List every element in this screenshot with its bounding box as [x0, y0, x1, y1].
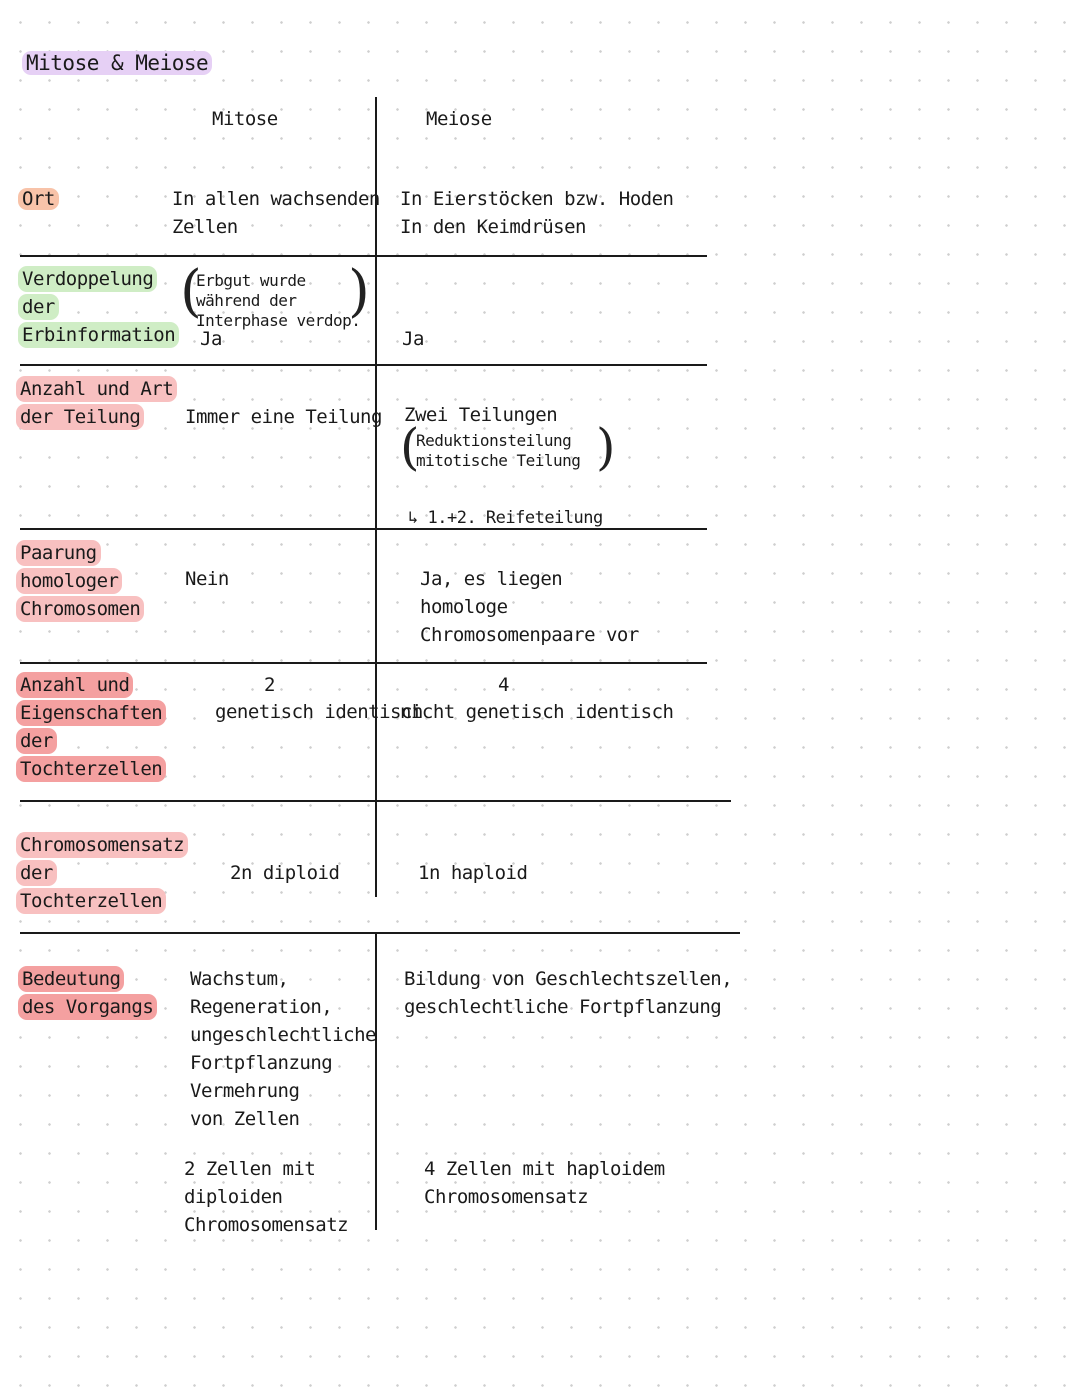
row-divider [20, 528, 707, 530]
bedeutung-mitose: Wachstum, Regeneration, ungeschlechtliche Fortpflanzung Vermehrung von Zellen [190, 968, 376, 1130]
chromosomensatz-meiose: 1n haploid [418, 862, 528, 884]
ort-meiose: In Eierstöcken bzw. Hoden In den Keimdrüsen [400, 188, 674, 238]
bedeutung-meiose: Bildung von Geschlechtszellen, geschlechtliche Fortpflanzung [404, 968, 733, 1018]
row-label-ort: Ort [18, 186, 59, 212]
close-bracket: ) [596, 418, 616, 476]
teilung-meiose-arrow: ↳ 1.+2. Reifeteilung [408, 508, 603, 528]
row-divider [20, 255, 707, 257]
row-divider [20, 662, 707, 664]
open-bracket: ( [180, 259, 202, 324]
verdopplung-mitose: Ja [200, 328, 222, 350]
tochterzellen-mitose-count: 2 [264, 674, 275, 696]
row-divider [20, 364, 707, 366]
arrow-icon: ↳ [408, 508, 418, 528]
verdopplung-mitose-note: Erbgut wurde während der Interphase verdop. [196, 271, 361, 330]
row-label-teilung: Anzahl und Art der Teilung [16, 376, 177, 430]
tochterzellen-meiose-count: 4 [498, 674, 509, 696]
open-bracket: ( [400, 418, 420, 476]
row-label-chromosomensatz: Chromosomensatz der Tochterzellen [16, 832, 188, 914]
row-label-tochterzellen: Anzahl und Eigenschaften der Tochterzellen [16, 672, 166, 782]
row-divider [20, 800, 731, 802]
close-bracket: ) [348, 259, 370, 324]
row-divider [20, 932, 740, 934]
summary-meiose: 4 Zellen mit haploidem Chromosomensatz [424, 1158, 665, 1208]
tochterzellen-mitose: genetisch identisch [215, 701, 423, 723]
verdopplung-meiose: Ja [402, 328, 424, 350]
teilung-mitose: Immer eine Teilung [185, 406, 382, 428]
summary-mitose: 2 Zellen mit diploiden Chromosomensatz [184, 1158, 349, 1236]
row-label-paarung: Paarung homologer Chromosomen [16, 540, 144, 622]
ort-mitose: In allen wachsenden Zellen [172, 188, 380, 238]
teilung-meiose-note: Reduktionsteilung mitotische Teilung [416, 431, 581, 470]
column-header-mitose: Mitose [212, 108, 278, 130]
tochterzellen-meiose: nicht genetisch identisch [400, 701, 674, 723]
page-title: Mitose & Meiose [22, 50, 212, 76]
paarung-meiose: Ja, es liegen homologe Chromosomenpaare vor [420, 568, 639, 646]
chromosomensatz-mitose: 2n diploid [230, 862, 340, 884]
row-label-bedeutung: Bedeutung des Vorgangs [18, 966, 157, 1020]
teilung-meiose: Zwei Teilungen [404, 404, 558, 426]
row-label-verdopplung: Verdoppelung der Erbinformation [18, 266, 179, 348]
paarung-mitose: Nein [185, 568, 229, 590]
column-header-meiose: Meiose [426, 108, 492, 130]
